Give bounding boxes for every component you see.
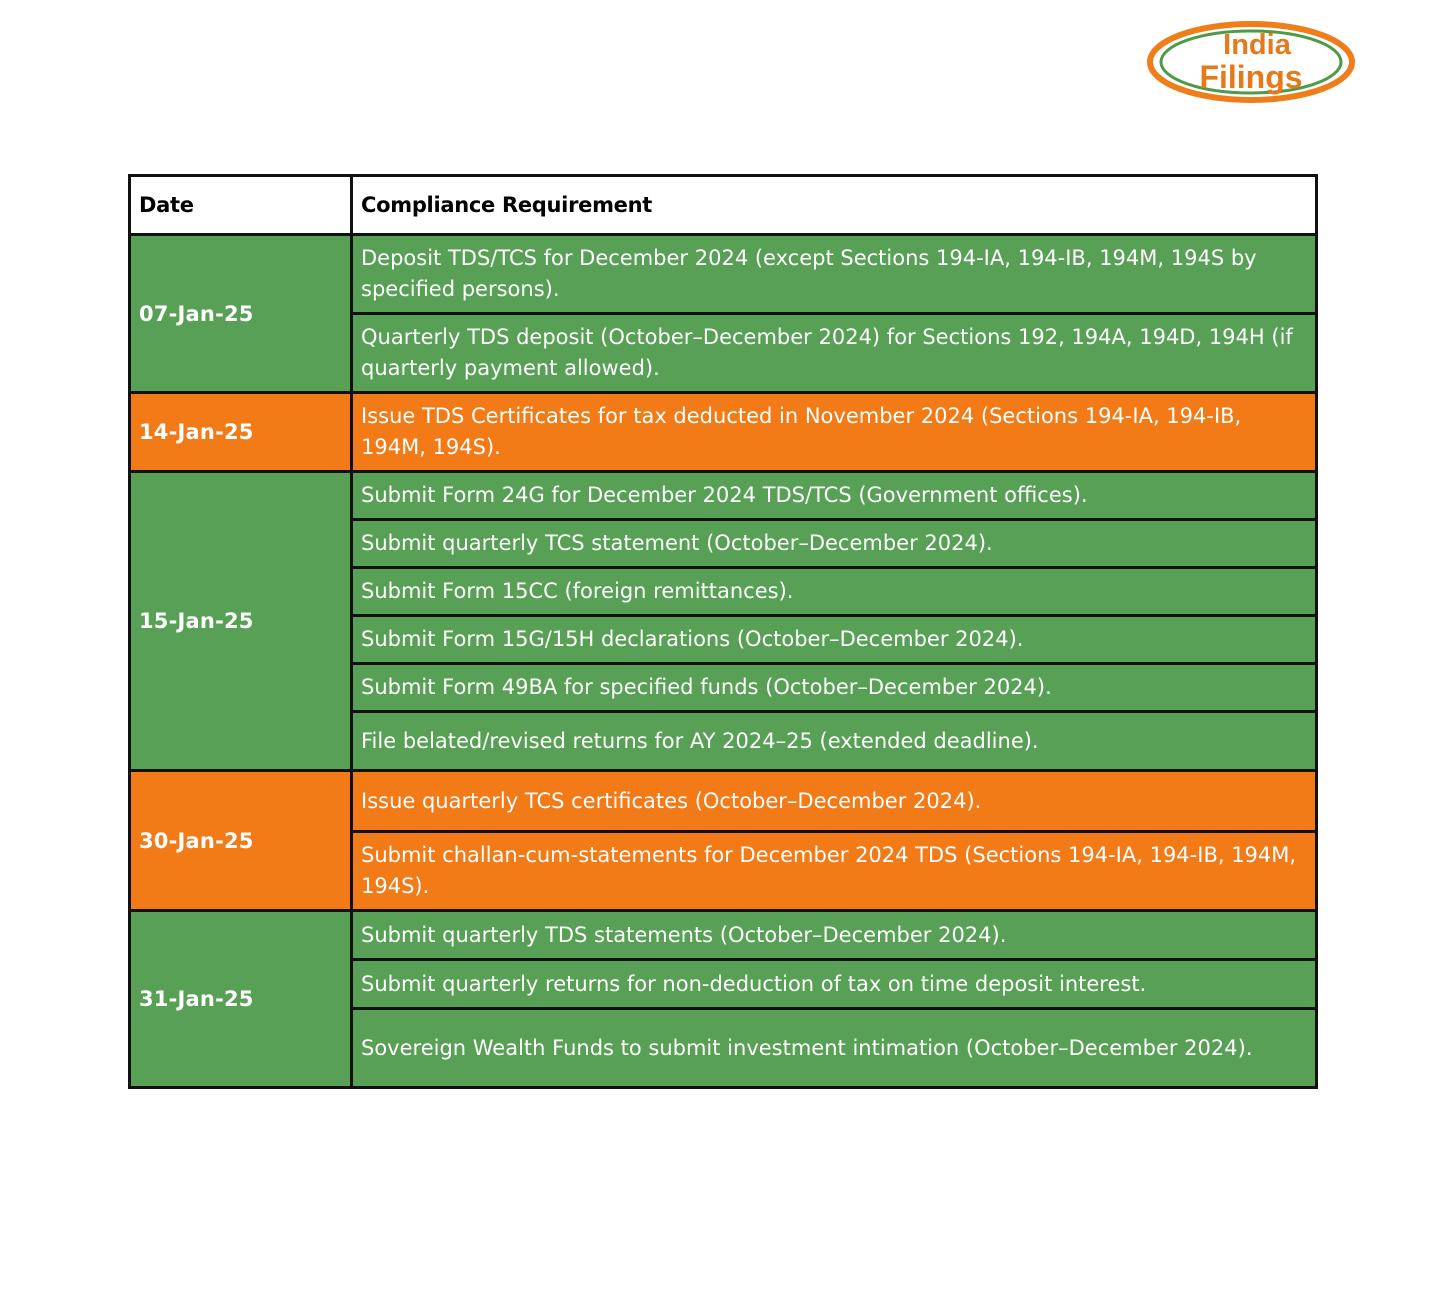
date-cell: 30-Jan-25 — [130, 771, 352, 911]
date-cell: 31-Jan-25 — [130, 911, 352, 1088]
date-column-header: Date — [130, 176, 352, 235]
requirement-cell: Submit quarterly returns for non-deduction of tax on time deposit interest. — [352, 960, 1317, 1009]
requirement-cell: Issue TDS Certificates for tax deducted in November 2024 (Sections 194-IA, 194-IB, 194M, 194S). — [352, 393, 1317, 472]
requirement-cell: Submit Form 24G for December 2024 TDS/TCS (Government offices). — [352, 472, 1317, 520]
header-row — [130, 176, 1317, 235]
requirement-cell: Quarterly TDS deposit (October–December 2024) for Sections 192, 194A, 194D, 194H (if quarterly payment allowed). — [352, 314, 1317, 393]
requirement-cell: Submit quarterly TCS statement (October–December 2024). — [352, 520, 1317, 568]
requirement-cell: Sovereign Wealth Funds to submit investment intimation (October–December 2024). — [352, 1009, 1317, 1088]
logo-text — [1146, 20, 1356, 104]
date-cell: 15-Jan-25 — [130, 472, 352, 771]
requirement-cell: Submit Form 15G/15H declarations (October–December 2024). — [352, 616, 1317, 664]
requirement-cell: Submit challan-cum-statements for December 2024 TDS (Sections 194-IA, 194-IB, 194M, 194S). — [352, 832, 1317, 911]
requirement-cell: Issue quarterly TCS certificates (October–December 2024). — [352, 771, 1317, 832]
table-row — [130, 911, 1317, 960]
requirement-column-header: Compliance Requirement — [352, 176, 1317, 235]
date-cell: 14-Jan-25 — [130, 393, 352, 472]
requirement-cell: Submit quarterly TDS statements (October–December 2024). — [352, 911, 1317, 960]
table-row — [130, 235, 1317, 314]
requirement-cell: File belated/revised returns for AY 2024–25 (extended deadline). — [352, 712, 1317, 771]
date-cell: 07-Jan-25 — [130, 235, 352, 393]
requirement-cell: Deposit TDS/TCS for December 2024 (except Sections 194-IA, 194-IB, 194M, 194S by specified persons). — [352, 235, 1317, 314]
compliance-calendar-table — [128, 174, 1318, 1089]
table-row — [130, 771, 1317, 832]
table-row — [130, 472, 1317, 520]
logo-line1: India — [1223, 29, 1291, 61]
india-filings-logo — [1146, 20, 1356, 104]
logo-line2: Filings — [1199, 59, 1303, 95]
requirement-cell: Submit Form 15CC (foreign remittances). — [352, 568, 1317, 616]
table-row — [130, 393, 1317, 472]
requirement-cell: Submit Form 49BA for specified funds (October–December 2024). — [352, 664, 1317, 712]
